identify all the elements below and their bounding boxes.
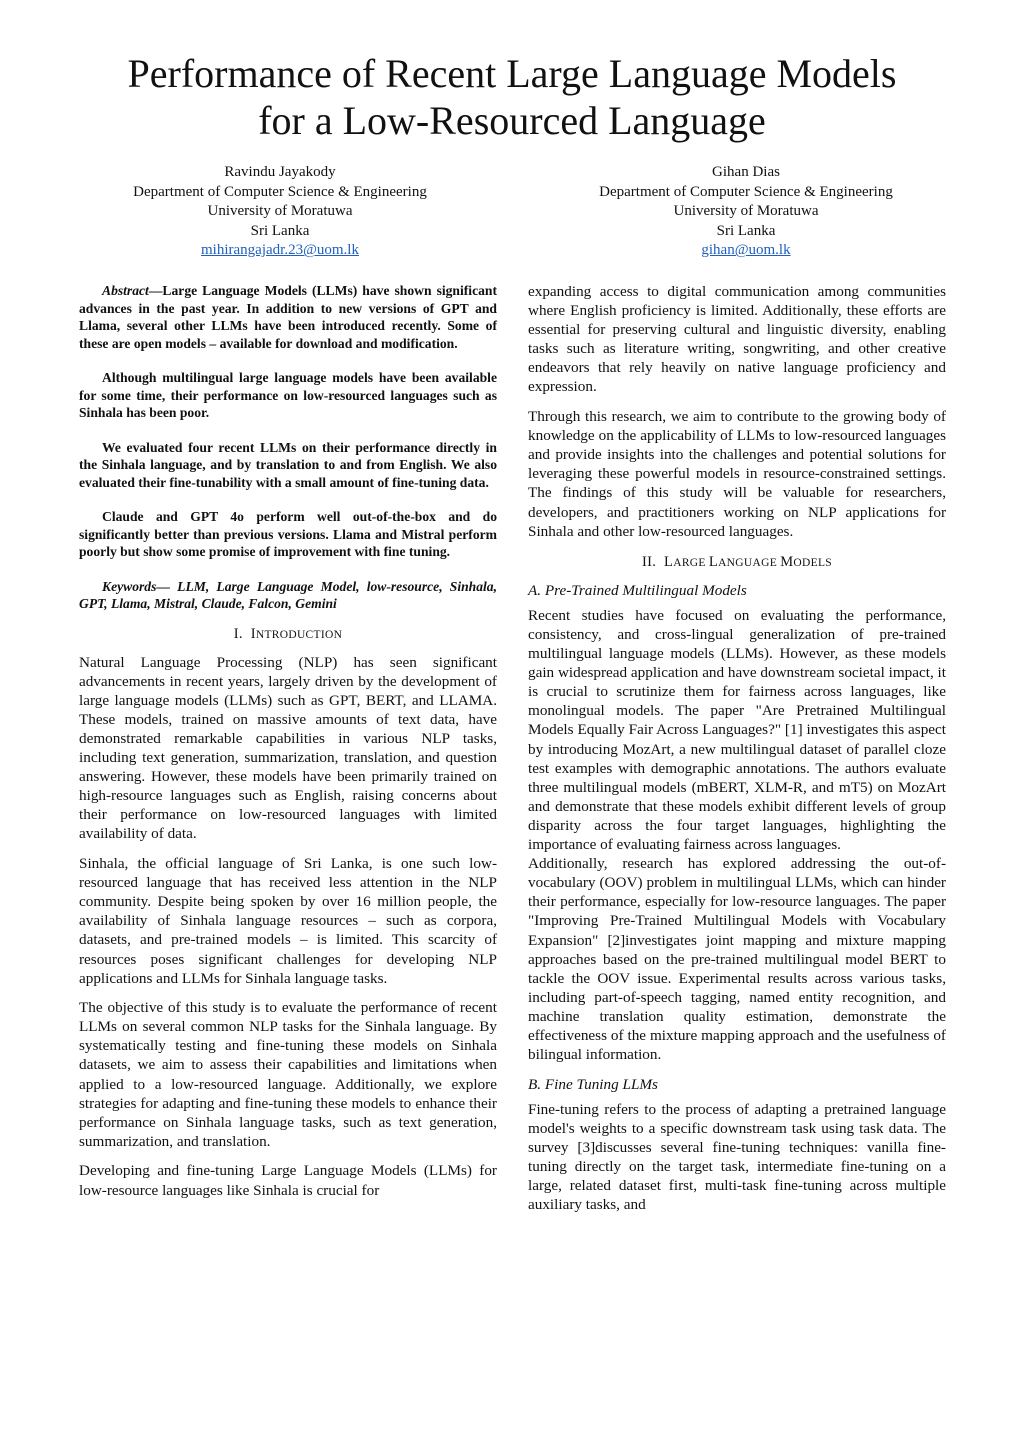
subsection-heading-fine-tuning: B. Fine Tuning LLMs bbox=[528, 1075, 658, 1093]
author-department: Department of Computer Science & Engineering bbox=[133, 183, 427, 200]
author-block-1 bbox=[70, 163, 490, 261]
keywords bbox=[79, 578, 497, 613]
right-column bbox=[528, 282, 946, 1214]
author-university: University of Moratuwa bbox=[673, 203, 819, 220]
abstract-label: Abstract bbox=[102, 283, 149, 298]
subsection-heading-pretrained: A. Pre-Trained Multilingual Models bbox=[528, 581, 747, 599]
pretrained-paragraph-2: Additionally, research has explored addressing the out-of-vocabulary (OOV) problem in multilingual LLMs, which can hinder their performance, especially for low-resource languages. The paper "Improving Pre-Trained Multilingual Models with Vocabulary Expansion" [2]investigates joint mapping and mixture mapping approaches based on the pre-trained multilingual model BERT to tackle the OOV issue. Experimental results across various tasks, including part-of-speech tagging, named entity recognition, and machine translation quality estimation, demonstrate the effectiveness of the mixture mapping approach and the usefulness of bilingual information. bbox=[528, 855, 946, 1064]
abstract-dash: — bbox=[148, 283, 163, 298]
author-university: University of Moratuwa bbox=[207, 203, 353, 220]
author-name: Gihan Dias bbox=[712, 164, 780, 180]
abstract-paragraph-3: We evaluated four recent LLMs on their performance directly in the Sinhala language, and by translation to and from English. We also evaluated their fine-tunability with a small amount of fine-tuning data. bbox=[79, 439, 497, 490]
abstract-paragraph-1 bbox=[79, 282, 497, 352]
author-email-link[interactable]: mihirangajadr.23@uom.lk bbox=[201, 242, 359, 259]
abstract-paragraph-4: Claude and GPT 4o perform well out-of-the-box and do significantly better than previous versions. Llama and Mistral perform poorly but show some promise of improvement with fine tuning. bbox=[79, 509, 497, 559]
intro-paragraph-4: Developing and fine-tuning Large Language Models (LLMs) for low-resource languages like Sinhala is crucial for bbox=[79, 1162, 497, 1199]
intro-paragraph-3: The objective of this study is to evaluate the performance of recent LLMs on several common NLP tasks for the Sinhala language. By systematically testing and fine-tuning these models on Sinhala datasets, we aim to assess their capabilities and limitations when applied to a low-resourced language. Additionally, we explore strategies for adapting and fine-tuning these models to enhance their performance on Sinhala language tasks, such as text generation, summarization, and translation. bbox=[79, 999, 497, 1150]
intro-paragraph-5: Through this research, we aim to contribute to the growing body of knowledge on the applicability of LLMs to low-resourced languages and provide insights into the challenges and potential solutions for leveraging these powerful models in resource-constrained settings. The findings of this study will be valuable for researchers, developers, and practitioners working on NLP applications for Sinhala and other low-resourced languages. bbox=[528, 408, 946, 540]
intro-paragraph-4-continued: expanding access to digital communication among communities where English proficiency is limited. Additionally, these efforts are essential for preserving cultural and linguistic diversity, enabling tasks such as literature writing, songwriting, and other creative endeavors that rely heavily on native language proficiency and expression. bbox=[528, 283, 946, 396]
author-country: Sri Lanka bbox=[716, 222, 776, 239]
author-block-2 bbox=[536, 163, 956, 261]
title-line-2: for a Low-Resourced Language bbox=[258, 98, 766, 143]
abstract-text-1: Large Language Models (LLMs) have shown significant advances in the past year. In addition to new versions of GPT and Llama, several other LLMs have been introduced recently. Some of these are open models – available for download and modification. bbox=[79, 283, 497, 351]
author-country: Sri Lanka bbox=[250, 222, 310, 239]
section-heading-llms: II. LARGE LANGUAGE MODELS bbox=[642, 553, 832, 570]
author-department: Department of Computer Science & Engineering bbox=[599, 183, 893, 200]
intro-paragraph-2: Sinhala, the official language of Sri Lanka, is one such low-resourced language that has received less attention in the NLP community. Despite being spoken by over 16 million people, the availability of Sinhala language resources – such as corpora, datasets, and pre-trained models – is limited. This scarcity of resources poses significant challenges for developing NLP applications and LLMs for Sinhala language tasks. bbox=[79, 855, 497, 987]
title-line-1: Performance of Recent Large Language Models bbox=[127, 51, 897, 96]
intro-paragraph-1: Natural Language Processing (NLP) has seen significant advancements in recent years, largely driven by the development of large language models (LLMs) such as GPT, BERT, and LLAMA. These models, trained on massive amounts of text data, have demonstrated remarkable capabilities in various NLP tasks, including text generation, summarization, translation, and question answering. However, these models have been primarily trained on high-resource languages such as English, raising concerns about their performance on low-resourced languages with limited availability of data. bbox=[79, 653, 497, 843]
author-email-link[interactable]: gihan@uom.lk bbox=[701, 242, 791, 259]
abstract-paragraph-2: Although multilingual large language models have been available for some time, their performance on low-resourced languages such as Sinhala has been poor. bbox=[79, 370, 497, 420]
left-column bbox=[79, 282, 497, 1200]
keywords-text: LLM, Large Language Model, low-resource, Sinhala, GPT, Llama, Mistral, Claude, Falcon, Gemini bbox=[79, 578, 497, 611]
fine-tuning-paragraph-1: Fine-tuning refers to the process of adapting a pretrained language model's weights to a specific downstream task using task data. The survey [3]discusses several fine-tuning techniques: vanilla fine-tuning directly on the target task, intermediate fine-tuning on a large, related dataset first, multi-task fine-tuning across multiple auxiliary tasks, and bbox=[528, 1100, 946, 1214]
pretrained-paragraph-1: Recent studies have focused on evaluating the performance, consistency, and cross-lingual generalization of pre-trained multilingual language models (LLMs). However, as these models gain widespread application and have downstream societal impact, it is crucial to scrutinize them for fairness across languages, like monolingual models. The paper "Are Pretrained Multilingual Models Equally Fair Across Languages?" [1] investigates this aspect by introducing MozArt, a new multilingual dataset of parallel cloze test examples with demographic annotations. The authors evaluate three multilingual models (mBERT, XLM-R, and mT5) on MozArt and demonstrate that these models exhibit different levels of group disparity across the four target languages, highlighting the importance of evaluating fairness across languages. bbox=[528, 606, 946, 854]
section-heading-introduction: I. INTRODUCTION bbox=[233, 625, 343, 642]
author-name: Ravindu Jayakody bbox=[224, 164, 336, 180]
paper-title bbox=[60, 50, 964, 144]
keywords-label: Keywords— bbox=[102, 578, 170, 594]
